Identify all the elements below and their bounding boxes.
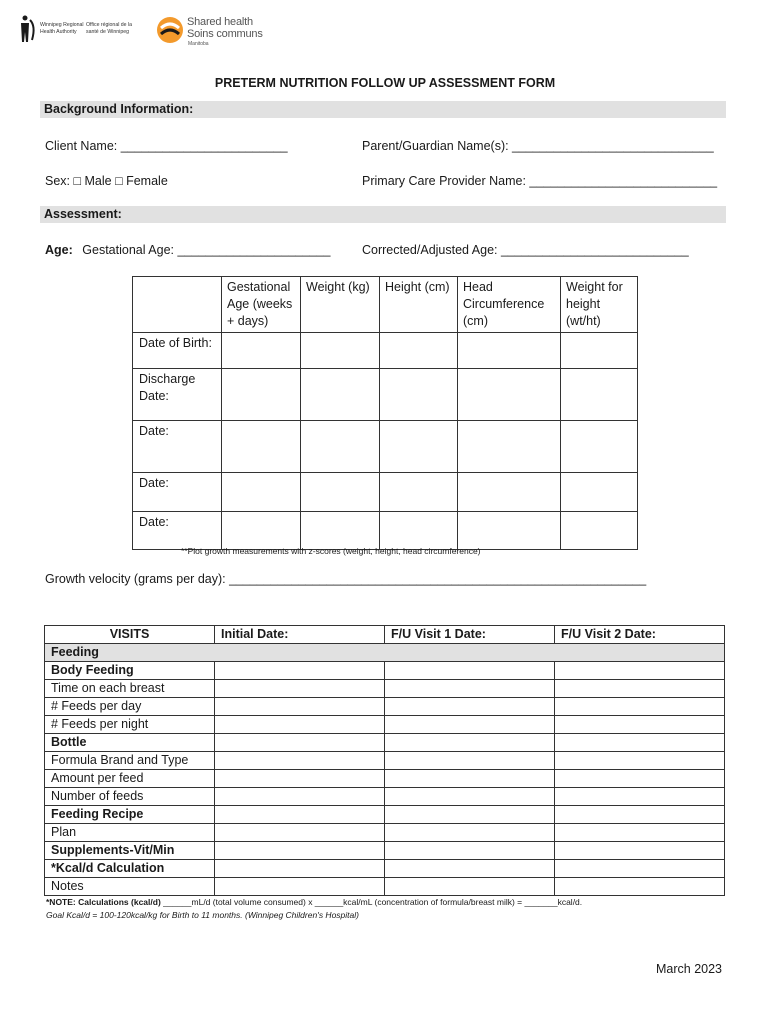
visit-row-label: Formula Brand and Type [45, 752, 215, 770]
visit-cell[interactable] [215, 878, 385, 896]
footer-date: March 2023 [656, 962, 723, 976]
growth-cell[interactable] [222, 333, 301, 369]
growth-cell[interactable] [301, 421, 380, 473]
visit-cell[interactable] [215, 860, 385, 878]
visits-header-cell: F/U Visit 2 Date: [555, 626, 725, 644]
growth-row-label: Date of Birth: [133, 333, 222, 369]
visit-cell[interactable] [215, 662, 385, 680]
visit-cell[interactable] [555, 860, 725, 878]
growth-header-cell: Head Circumference (cm) [458, 277, 561, 333]
visit-cell[interactable] [555, 770, 725, 788]
visit-cell[interactable] [555, 806, 725, 824]
visit-cell[interactable] [215, 716, 385, 734]
visit-row [45, 878, 725, 896]
growth-cell[interactable] [222, 421, 301, 473]
age-label: Age: [45, 243, 73, 257]
visit-row [45, 662, 725, 680]
visit-cell[interactable] [385, 824, 555, 842]
visit-cell[interactable] [555, 662, 725, 680]
visit-row [45, 824, 725, 842]
growth-row [133, 473, 638, 512]
growth-cell[interactable] [222, 512, 301, 550]
visit-row-label: *Kcal/d Calculation [45, 860, 215, 878]
growth-cell[interactable] [380, 512, 458, 550]
visit-cell[interactable] [385, 752, 555, 770]
growth-header-cell: Weight (kg) [301, 277, 380, 333]
age-row [45, 243, 330, 257]
visit-row-label: Time on each breast [45, 680, 215, 698]
visit-cell[interactable] [555, 716, 725, 734]
visit-cell[interactable] [385, 680, 555, 698]
visits-table [44, 625, 725, 896]
background-heading: Background Information: [40, 101, 726, 118]
visit-row [45, 680, 725, 698]
growth-row-label: Date: [133, 473, 222, 512]
growth-table [132, 276, 638, 550]
visit-cell[interactable] [215, 842, 385, 860]
growth-cell[interactable] [380, 333, 458, 369]
visit-row [45, 842, 725, 860]
parent-name-field[interactable]: Parent/Guardian Name(s): _____________________________ [362, 139, 714, 153]
growth-cell[interactable] [458, 369, 561, 421]
growth-row-label: Discharge Date: [133, 369, 222, 421]
figure-logo-icon [18, 14, 38, 44]
sex-field[interactable]: Sex: □ Male □ Female [45, 174, 168, 188]
visit-cell[interactable] [385, 842, 555, 860]
growth-cell[interactable] [301, 512, 380, 550]
visit-cell[interactable] [385, 770, 555, 788]
visit-row-label: Plan [45, 824, 215, 842]
growth-row-label: Date: [133, 421, 222, 473]
growth-cell[interactable] [561, 421, 638, 473]
growth-header-cell: Height (cm) [380, 277, 458, 333]
visit-row [45, 770, 725, 788]
growth-cell[interactable] [380, 473, 458, 512]
feeding-section-label: Feeding [45, 644, 725, 662]
visit-row [45, 752, 725, 770]
growth-cell[interactable] [561, 512, 638, 550]
visit-row-label: Feeding Recipe [45, 806, 215, 824]
growth-cell[interactable] [458, 512, 561, 550]
assessment-heading: Assessment: [40, 206, 726, 223]
visit-cell[interactable] [555, 698, 725, 716]
shared-health-line1: Shared health [187, 16, 253, 28]
visit-row [45, 806, 725, 824]
shared-health-swirl-icon [156, 16, 184, 44]
growth-cell[interactable] [458, 421, 561, 473]
calc-note-bold: *NOTE: Calculations (kcal/d) [46, 897, 161, 907]
visit-row-label: Amount per feed [45, 770, 215, 788]
goal-note: Goal Kcal/d = 100-120kcal/kg for Birth to 11 months. (Winnipeg Children's Hospital) [46, 910, 359, 920]
visit-cell[interactable] [385, 698, 555, 716]
visit-row [45, 860, 725, 878]
visit-cell[interactable] [215, 788, 385, 806]
visit-row-label: Supplements-Vit/Min [45, 842, 215, 860]
visit-row [45, 698, 725, 716]
calc-note [46, 897, 582, 907]
growth-header-cell: Gestational Age (weeks + days) [222, 277, 301, 333]
growth-cell[interactable] [561, 333, 638, 369]
visit-cell[interactable] [215, 680, 385, 698]
client-name-field[interactable]: Client Name: ________________________ [45, 139, 288, 153]
wrha-logo [18, 14, 148, 46]
growth-header-row [133, 277, 638, 333]
visit-row-label: Number of feeds [45, 788, 215, 806]
visit-cell[interactable] [385, 878, 555, 896]
visit-cell[interactable] [385, 788, 555, 806]
growth-velocity-field[interactable]: Growth velocity (grams per day): ____________________________________________________________ [45, 572, 647, 586]
visit-cell[interactable] [385, 860, 555, 878]
growth-row [133, 421, 638, 473]
visit-cell[interactable] [555, 680, 725, 698]
visit-row-label: # Feeds per day [45, 698, 215, 716]
corrected-age-field[interactable]: Corrected/Adjusted Age: ___________________________ [362, 243, 689, 257]
visit-cell[interactable] [385, 662, 555, 680]
primary-care-field[interactable]: Primary Care Provider Name: ___________________________ [362, 174, 718, 188]
visits-header-row [45, 626, 725, 644]
growth-row-label: Date: [133, 512, 222, 550]
visit-cell[interactable] [385, 716, 555, 734]
org2-line2: santé de Winnipeg [86, 29, 129, 35]
visit-row [45, 788, 725, 806]
growth-row [133, 512, 638, 550]
growth-cell[interactable] [380, 369, 458, 421]
growth-cell[interactable] [380, 421, 458, 473]
visits-header-cell: VISITS [45, 626, 215, 644]
visit-cell[interactable] [555, 824, 725, 842]
org1-line2: Health Authority [40, 29, 77, 35]
shared-health-logo [156, 14, 266, 48]
visit-cell[interactable] [385, 806, 555, 824]
org1-line1: Winnipeg Regional [40, 22, 84, 28]
growth-row [133, 333, 638, 369]
growth-cell[interactable] [222, 473, 301, 512]
visit-cell[interactable] [215, 824, 385, 842]
visit-cell[interactable] [555, 734, 725, 752]
calc-note-rest: ______mL/d (total volume consumed) x ______kcal/mL (concentration of formula/breast milk) = _______kcal/d. [160, 897, 583, 907]
visit-row-label: Body Feeding [45, 662, 215, 680]
shared-health-line2: Soins communs [187, 28, 263, 40]
growth-cell[interactable] [458, 473, 561, 512]
growth-cell[interactable] [561, 369, 638, 421]
shared-health-line3: Manitoba [188, 41, 209, 47]
growth-cell[interactable] [301, 333, 380, 369]
visit-cell[interactable] [555, 878, 725, 896]
visit-cell[interactable] [215, 752, 385, 770]
visit-row [45, 734, 725, 752]
growth-cell[interactable] [301, 473, 380, 512]
form-title: PRETERM NUTRITION FOLLOW UP ASSESSMENT FORM [214, 76, 556, 90]
visit-cell[interactable] [555, 842, 725, 860]
growth-row [133, 369, 638, 421]
visit-cell[interactable] [555, 788, 725, 806]
visit-cell[interactable] [215, 734, 385, 752]
growth-note: **Plot growth measurements with z-scores (weight, height, head circumference) [181, 546, 481, 556]
growth-header-cell: Weight for height (wt/ht) [561, 277, 638, 333]
visits-header-cell: Initial Date: [215, 626, 385, 644]
feeding-section-row [45, 644, 725, 662]
growth-header-cell [133, 277, 222, 333]
visit-row-label: Bottle [45, 734, 215, 752]
gestational-age-field[interactable]: Gestational Age: ______________________ [82, 243, 331, 257]
visits-header-cell: F/U Visit 1 Date: [385, 626, 555, 644]
visit-row [45, 716, 725, 734]
visit-cell[interactable] [215, 698, 385, 716]
visit-row-label: # Feeds per night [45, 716, 215, 734]
visit-cell[interactable] [215, 770, 385, 788]
visit-row-label: Notes [45, 878, 215, 896]
visit-cell[interactable] [385, 734, 555, 752]
org2-line1: Office régional de la [86, 22, 133, 28]
growth-cell[interactable] [301, 369, 380, 421]
growth-cell[interactable] [458, 333, 561, 369]
growth-cell[interactable] [561, 473, 638, 512]
visit-cell[interactable] [555, 752, 725, 770]
visit-cell[interactable] [215, 806, 385, 824]
growth-cell[interactable] [222, 369, 301, 421]
